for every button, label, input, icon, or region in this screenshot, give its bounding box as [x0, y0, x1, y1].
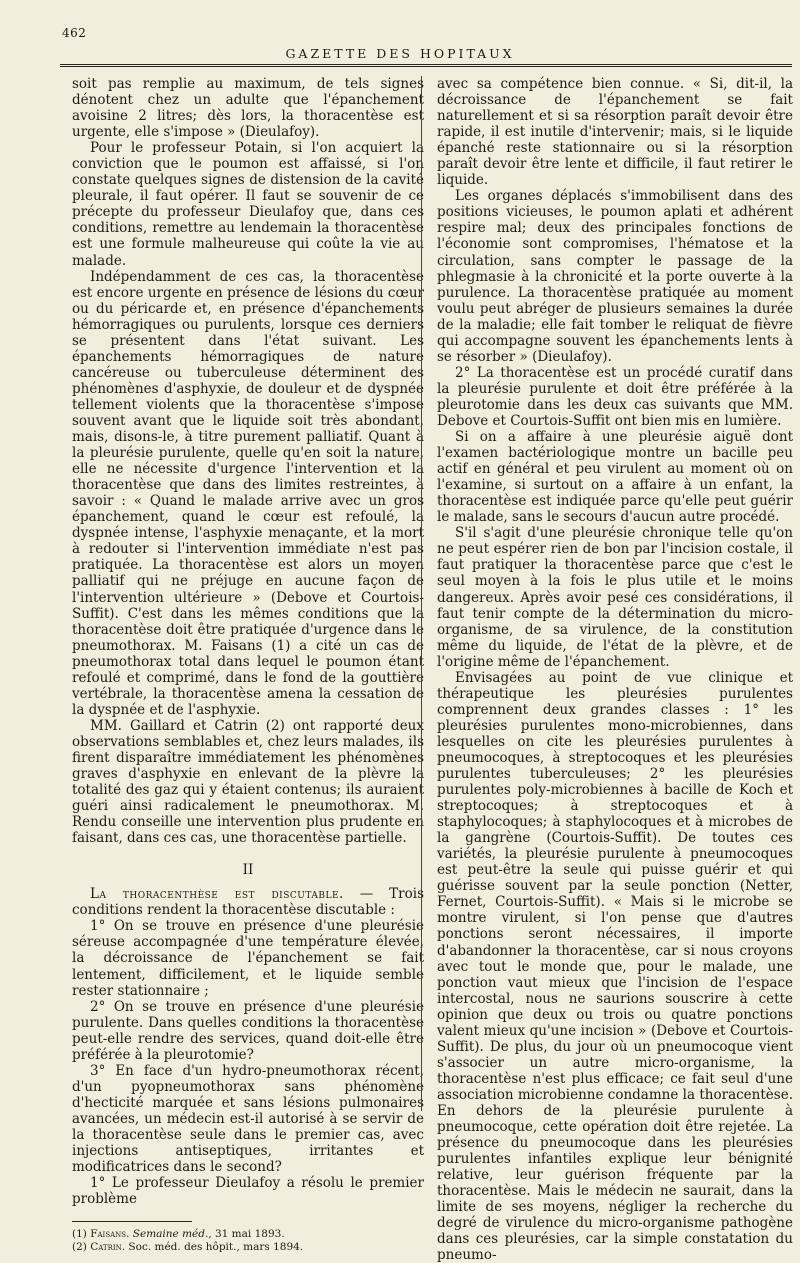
- footnote-author: Faisans.: [90, 1228, 130, 1241]
- right-column: [437, 76, 793, 1263]
- footnote-text: , 31 mai 1893.: [208, 1228, 285, 1241]
- footnote-mark: (1): [72, 1228, 91, 1241]
- paragraph: Si on a affaire à une pleurésie aiguë dont l'examen bactériologique montre un bacille peu actif en général et peu virulent au moment où on l'examine, si surtout on a affaire à un enfant, la thoracentèse est indiquée parce qu'elle peut guérir le malade, sans le secours d'aucun autre procédé.: [437, 429, 793, 526]
- paragraph: 3° En face d'un hydro-pneumothorax récent, d'un pyopneumothorax sans phénomène d'hecticité marquée et sans lésions pulmonaires avancées, un médecin est-il autorisé à se servir de la thoracentèse seule dans le premier cas, avec injections antiseptiques, irritantes et modificatrices dans le second?: [72, 1062, 424, 1176]
- paragraph: 2° On se trouve en présence d'une pleurésie purulente. Dans quelles conditions la thoracentèse peut-elle rendre des services, quand doit-elle être préférée à la pleurotomie?: [72, 998, 424, 1063]
- header-rule: [60, 64, 792, 70]
- paragraph: S'il s'agit d'une pleurésie chronique telle qu'on ne peut espérer rien de bon par l'incision costale, il faut pratiquer la thoracentèse parce que c'est le seul moyen à la fois le plus utile et le moins dangereux. Après avoir pesé ces considérations, il faut tenir compte de la détermination du micro-organisme, de sa virulence, de la constitution même du liquide, de l'état de la plèvre, et de l'origine même de l'épanchement.: [437, 525, 793, 670]
- footnote-text: Soc. méd. des hôpit., mars 1894.: [125, 1241, 304, 1254]
- paragraph: avec sa compétence bien connue. « Si, dit-il, la décroissance de l'épanchement se fait naturellement et si sa résorption paraît devoir être rapide, il est inutile d'intervenir; mais, si le liquide épanché reste stationnaire ou si la résorption paraît devoir être lente et difficile, il faut retirer le liquide.: [437, 76, 793, 189]
- footnote-journal: Semaine méd.: [132, 1228, 209, 1241]
- column-divider: [421, 76, 422, 1111]
- paragraph: Indépendamment de ces cas, la thoracentèse est encore urgente en présence de lésions du cœur ou du péricarde et, en présence d'épanchements hémorragiques ou purulents, lorsque ces derniers se présentent dans l'état suivant. Les épanchements hémorragiques de nature cancéreuse ou tuberculeuse déterminent des phénomènes d'asphyxie, de douleur et de dyspnée tellement violents que la thoracentèse s'impose souvent avant que le liquide soit très abondant, mais, disons-le, à titre purement palliatif. Quant à la pleurésie purulente, quelle qu'en soit la nature, elle ne nécessite d'urgence l'intervention et la thoracentèse que dans des limites restreintes, à savoir : « Quand le malade arrive avec un gros épanchement, quand le cœur est refoulé, la dyspnée intense, l'asphyxie menaçante, et la mort à redouter si l'intervention immédiate n'est pas pratiquée. La thoracentèse est alors un moyen palliatif qui ne préjuge en aucune façon de l'intervention ultérieure » (Debove et Courtois-Suffit). C'est dans les mêmes conditions que la thoracentèse doit être pratiquée d'urgence dans le pneumothorax. M. Faisans (1) a cité un cas de pneumothorax total dans lequel le poumon étant refoulé et comprimé, dans le fond de la gouttière vertébrale, la thoracentèse amena la cessation de la dyspnée et de l'asphyxie.: [72, 268, 424, 718]
- page-number: 462: [62, 26, 87, 40]
- paragraph: Pour le professeur Potain, si l'on acquiert la conviction que le poumon est affaissé, si l'on constate quelques signes de distension de la cavité pleurale, il faut opérer. Il faut se souvenir de ce précepte du professeur Dieulafoy que, dans ces conditions, remettre au lendemain la thoracentèse est une formule malheureuse qui coûte la vie au malade.: [72, 140, 424, 269]
- paragraph: MM. Gaillard et Catrin (2) ont rapporté deux observations semblables et, chez leurs malades, ils firent disparaître immédiatement les phénomènes graves d'asphyxie en enlevant de la plèvre la totalité des gaz qui y étaient contenus; ils auraient guéri ainsi radicalement le pneumothorax. M. Rendu conseille une intervention plus prudente en faisant, dans ces cas, une thoracentèse partielle.: [72, 717, 424, 847]
- footnote-rule: [72, 1221, 192, 1222]
- paragraph: 1° Le professeur Dieulafoy a résolu le premier problème: [72, 1175, 424, 1208]
- paragraph: Envisagées au point de vue clinique et thérapeutique les pleurésies purulentes comprennent deux grandes classes : 1° les pleurésies purulentes mono-microbiennes, dans lesquelles on cite les pleurésies purulentes à pneumocoques, à streptocoques et les pleurésies purulentes tuberculeuses; 2° les pleurésies purulentes poly-microbiennes à bacille de Koch et streptocoques; à streptocoques et à staphylocoques; à staphylocoques et à microbes de la gangrène (Courtois-Suffit). De toutes ces variétés, la pleurésie purulente à pneumocoques est peut-être la seule qui puisse guérir et qui guérisse souvent par la seule ponction (Netter, Fernet, Courtois-Suffit). « Mais si le microbe se montre virulent, si l'on pense que d'autres ponctions seront nécessaires, il importe d'abandonner la thoracentèse, car si nous croyons avec tout le monde que, pour le malade, une ponction vaut mieux que l'incision de l'espace intercostal, nous ne saurions souscrire à cette opinion que deux ou trois ou quatre ponctions valent mieux qu'une incision » (Debove et Courtois-Suffit). De plus, du jour où un pneumocoque vient s'associer un autre micro-organisme, la thoracentèse n'est plus efficace; ce fait seul d'une association microbienne condamne la thoracentèse. En dehors de la pleurésie purulente à pneumocoque, cette opération doit être rejetée. La présence du pneumocoque dans les pleurésies purulentes infantiles explique leur bénignité relative, leur guérison fréquente par la thoracentèse. Mais le médecin ne saurait, dans la limite de ses moyens, négliger la recherche du degré de virulence du micro-organisme pathogène dans ces pleurésies, car la simple constatation du pneumo-: [437, 669, 793, 1263]
- paragraph: 2° La thoracentèse est un procédé curatif dans la pleurésie purulente et doit être préférée à la pleurotomie dans les deux cas suivants que MM. Debove et Courtois-Suffit ont bien mis en lumière.: [437, 364, 793, 429]
- footnotes: [72, 1228, 424, 1254]
- running-title: GAZETTE DES HOPITAUX: [285, 46, 515, 61]
- footnote-author: Catrin.: [90, 1241, 126, 1254]
- footnote: [72, 1228, 424, 1241]
- left-column: [72, 76, 424, 1254]
- paragraph: [72, 886, 424, 918]
- section-heading: La thoracenthèse est discutable.: [90, 886, 344, 903]
- section-numeral: II: [242, 862, 254, 879]
- paragraph-text: — Trois conditions rendent la thoracentèse discutable :: [72, 886, 424, 919]
- footnote: [72, 1241, 424, 1254]
- paragraph: soit pas remplie au maximum, de tels signes dénotent chez un adulte que l'épanchement avoisine 2 litres; dès lors, la thoracentèse est urgente, elle s'impose » (Dieulafoy).: [72, 76, 424, 141]
- footnote-mark: (2): [72, 1241, 91, 1254]
- paragraph: Les organes déplacés s'immobilisent dans des positions vicieuses, le poumon aplati et adhérent respire mal; deux des principales fonctions de l'économie sont compromises, l'hématose et la circulation, sans compter le passage de la phlegmasie à la chronicité et la porte ouverte à la purulence. La thoracentèse pratiquée au moment voulu peut abréger de plusieurs semaines la durée de la maladie; elle fait tomber le reliquat de fièvre qui accompagne souvent les épanchements lents à se résorber » (Dieulafoy).: [437, 188, 793, 365]
- paragraph: 1° On se trouve en présence d'une pleurésie séreuse accompagnée d'une température élevée, la décroissance de l'épanchement se fait lentement, difficilement, et le liquide semble rester stationnaire ;: [72, 918, 424, 999]
